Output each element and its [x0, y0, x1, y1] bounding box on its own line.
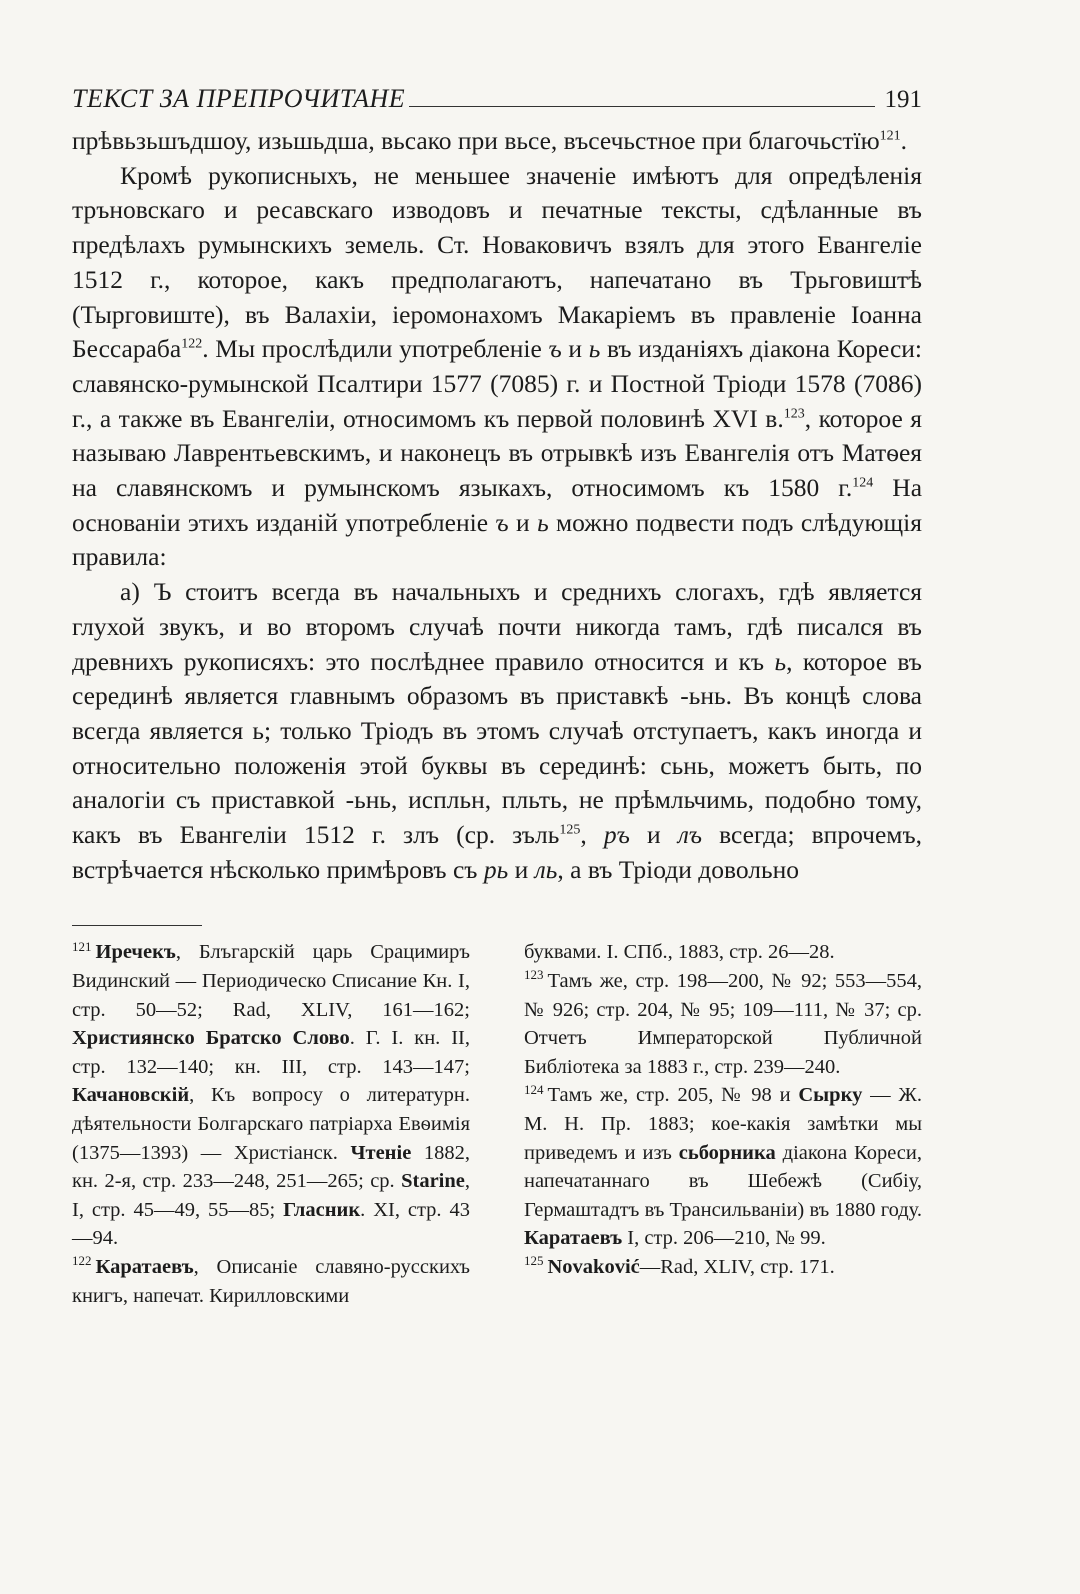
- page-number: 191: [884, 86, 922, 113]
- p3-italic-2: ръ: [603, 820, 630, 850]
- footnote-number: 123: [524, 967, 544, 983]
- p3-italic-4: рь: [483, 854, 509, 884]
- fn-bold: Novaković: [547, 1256, 640, 1278]
- footnote-124: [524, 1081, 922, 1253]
- footnote-122: [72, 1253, 470, 1310]
- p1-end: .: [900, 126, 908, 155]
- footnote-number: 124: [524, 1081, 544, 1097]
- fn-text: . Г. I. кн. II, стр. 132—140; кн. III, стр. 143—147;: [72, 1027, 471, 1078]
- fn-bold: Качановскій: [72, 1084, 190, 1107]
- p3-c: ,: [580, 820, 604, 850]
- footnote-column-left: [72, 938, 470, 1310]
- footnote-ref-123: 123: [783, 406, 805, 422]
- p2-and-2: и: [508, 507, 538, 537]
- p3-italic-1: ь: [774, 646, 787, 676]
- fn-text: , Къ вопросу о литературн. дѣятельности Болгарскаго патріарха Евѳимія (1375—1393) — Христіанск.: [72, 1084, 470, 1164]
- p2-b: . Мы прослѣдили употребленіе: [202, 334, 549, 364]
- p3-g: , а въ Тріоди довольно: [557, 854, 799, 884]
- footnote-number: 121: [72, 938, 92, 954]
- footnote-column-right: [524, 938, 922, 1310]
- book-page: [72, 84, 922, 1310]
- fn-bold: Каратаевъ: [95, 1256, 194, 1278]
- p2-f: можно подвести подъ слѣдующія правила:: [72, 507, 922, 572]
- fn-bold: Каратаевъ: [524, 1227, 623, 1250]
- fn-text: діакона Кореси, напечатаннаго въ Шебежѣ (Сибіу, Гермаштадтъ въ Трансильваніи) въ 1880 году.: [524, 1141, 922, 1221]
- p2-italic-yer-soft-2: ь: [537, 507, 549, 537]
- p1-text: прѣвьзьшъдшоу, изьшьдша, вьсако при вьсе, въсечьстное при благочьстїю: [72, 126, 880, 155]
- p3-a: а) Ъ стоитъ всегда въ начальныхъ и среднихъ слогахъ, гдѣ является глухой звукъ, и во второмъ случаѣ почти никогда тамъ, гдѣ писался въ древнихъ рукописяхъ: это послѣднее правило относится и къ: [72, 577, 922, 676]
- fn-bold: сьборника: [678, 1141, 776, 1164]
- paragraph-3: [72, 575, 922, 887]
- running-head-rule: [409, 106, 874, 107]
- p2-italic-yer-soft: ь: [588, 334, 601, 364]
- fn-bold: Гласник: [283, 1198, 361, 1221]
- fn-text: Тамъ же, стр. 198—200, № 92; 553—554, № 926; стр. 204, № 95; 109—111, № 37; ср. Отчетъ Императорской Публичной Библіотека за 1883 г., стр. 239—240.: [524, 970, 922, 1078]
- footnote-ref-124: 124: [852, 475, 874, 491]
- fn-text: буквами. I. СПб., 1883, стр. 26—28.: [524, 941, 835, 964]
- footnote-123: [524, 967, 922, 1081]
- footnotes: [72, 938, 922, 1310]
- fn-bold: Иречекъ: [95, 941, 176, 964]
- fn-text: . XI, стр. 43—94.: [72, 1198, 470, 1250]
- fn-text: Тамъ же, стр. 205, № 98 и: [547, 1084, 799, 1107]
- p2-and: и: [561, 334, 589, 364]
- fn-text: , Блъгарскій царь Срацимиръ Видинский — Периодическо Списание Кн. I, стр. 50—52; Rad, XLIV, 161—162;: [72, 941, 470, 1021]
- fn-bold: Starine: [401, 1170, 465, 1193]
- footnote-125: [524, 1253, 922, 1282]
- fn-text: I, стр. 206—210, № 99.: [622, 1227, 826, 1250]
- p3-e: всегда; впрочемъ, встрѣчается нѣсколько примѣровъ съ: [72, 820, 923, 884]
- footnote-separator: [72, 925, 202, 926]
- p2-a: Кромѣ рукописныхъ, не меньшее значеніе имѣютъ для опредѣленія тръновскаго и ресавскаго изводовъ и печатные тексты, сдѣланные въ предѣлахъ румынскихъ земель. Ст. Новаковичъ взялъ для этого Евангеліе 1512 г., которое, какъ предполагаютъ, напечатано въ Трьговиштѣ (Тырговиште), въ Валахіи, іеромонахомъ Макаріемъ въ правленіе Іоанна Бессараба: [72, 160, 922, 364]
- fn-text: — Ж. М. Н. Пр. 1883; кое-какія замѣтки мы приведемъ и изъ: [524, 1084, 923, 1164]
- p3-d: и: [629, 820, 678, 850]
- p2-italic-yer-2: ъ: [495, 507, 509, 537]
- footnote-number: 125: [524, 1253, 544, 1269]
- footnote-ref-122: 122: [181, 336, 203, 352]
- running-head: [72, 84, 922, 114]
- fn-text: —Rad, XLIV, стр. 171.: [639, 1256, 835, 1278]
- p3-b: , которое въ серединѣ является главнымъ образомъ въ приставкѣ -ьнь. Въ концѣ слова всегда является ь; только Тріодъ въ этомъ случаѣ отступаетъ, какъ иногда и относительно положенія этой буквы въ серединѣ: сьнь, можетъ быть, по аналогіи съ приставкой -ьнь, испльн, пльть, не прѣмльчимь, подобно тому, какъ въ Евангеліи 1512 г. злъ (ср. зъль: [72, 646, 922, 850]
- fn-text: , Описаніе славяно-русскихъ книгъ, напечат. Кирилловскими: [72, 1256, 470, 1307]
- p2-italic-yer: ъ: [548, 334, 562, 364]
- p2-d: , которое я называю Лаврентьевскимъ, и наконецъ въ отрывкѣ изъ Евангелія отъ Матѳея на славянскомъ и румынскомъ языкахъ, относимомъ къ 1580 г.: [72, 403, 922, 503]
- p3-f: и: [508, 854, 535, 884]
- p2-e: На основаніи этихъ изданій употребленіе: [72, 473, 923, 537]
- p3-italic-5: ль: [534, 854, 558, 884]
- fn-bold: Сырку: [798, 1084, 863, 1107]
- footnote-ref-121: 121: [879, 128, 901, 144]
- p2-c: въ изданіяхъ діакона Кореси: славянско-румынской Псалтири 1577 (7085) г. и Постной Тріоди 1578 (7086) г., а также въ Евангеліи, относимомъ къ первой половинѣ XVI в.: [72, 334, 922, 433]
- footnote-122-continued: [524, 938, 922, 967]
- footnote-ref-125: 125: [559, 822, 581, 838]
- main-text: [72, 124, 922, 887]
- fn-text: , I, стр. 45—49, 55—85;: [72, 1170, 470, 1221]
- fn-bold: Християнско Братско Слово: [72, 1027, 350, 1050]
- paragraph-2: [72, 159, 922, 575]
- footnote-121: [72, 938, 470, 1253]
- p3-italic-3: лъ: [677, 820, 703, 850]
- fn-bold: Чтеніе: [350, 1141, 412, 1164]
- running-head-title: ТЕКСТ ЗА ПРЕПРОЧИТАНЕ: [72, 84, 406, 113]
- paragraph-1: [72, 124, 922, 159]
- footnote-number: 122: [72, 1253, 92, 1269]
- fn-text: 1882, кн. 2-я, стр. 233—248, 251—265; ср.: [72, 1141, 471, 1193]
